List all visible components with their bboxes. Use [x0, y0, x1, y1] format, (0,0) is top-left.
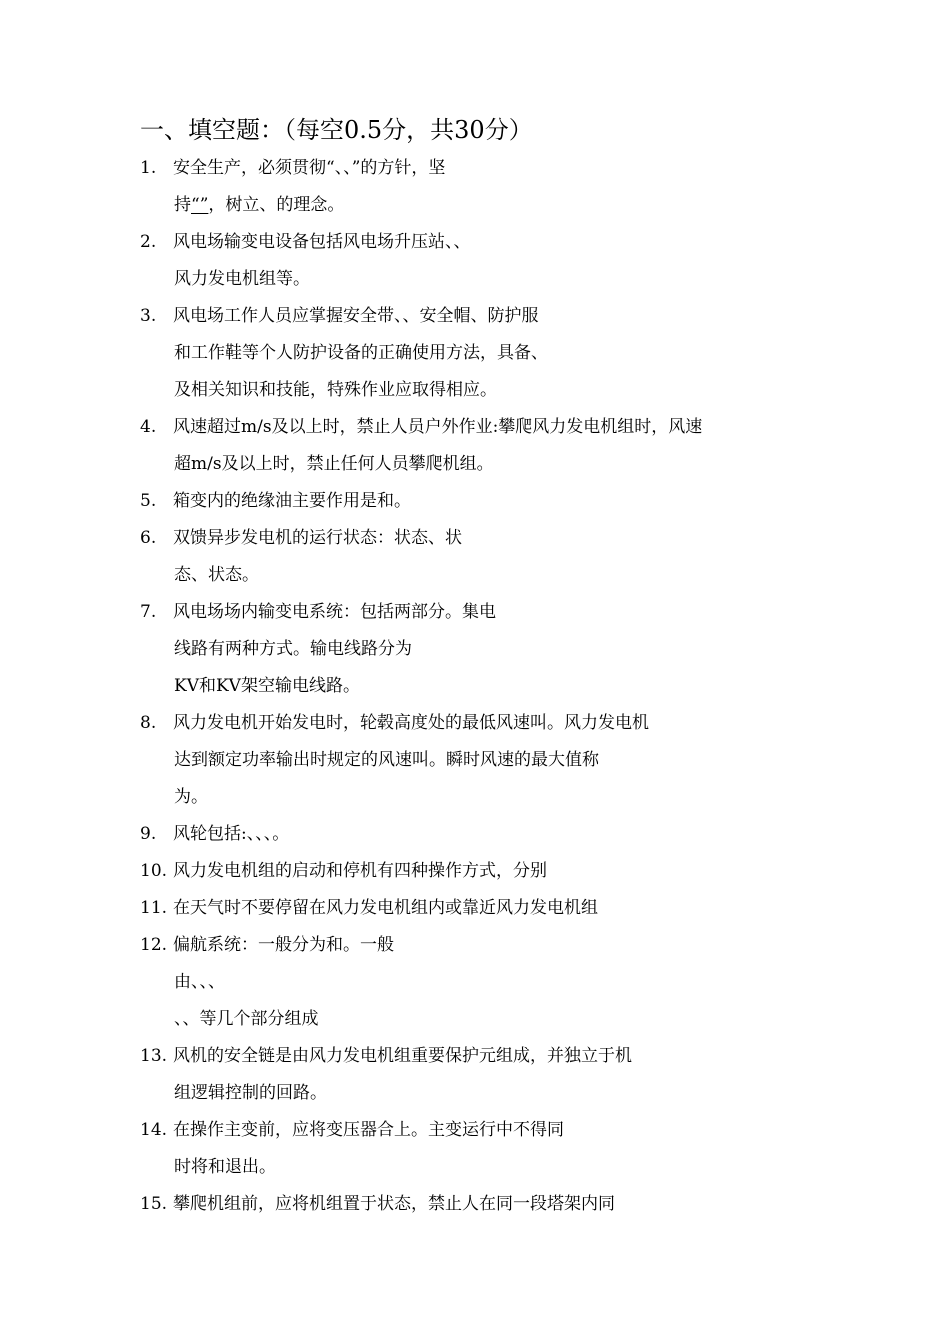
question-number: 8.: [140, 713, 157, 733]
question-first-line: [0, 300, 950, 337]
question-text: 风力发电机组等。: [174, 269, 310, 289]
question-first-line: [0, 1114, 950, 1151]
question-number: 2.: [140, 232, 157, 252]
question-first-line: [0, 1188, 950, 1225]
question-continuation-line: [0, 966, 950, 1003]
question-number: 5.: [140, 491, 157, 511]
question-item: [0, 522, 950, 596]
question-item: [0, 929, 950, 1040]
question-first-line: [0, 707, 950, 744]
question-item: [0, 226, 950, 300]
question-continuation-line: [0, 633, 950, 670]
question-first-line: [0, 411, 950, 448]
question-text: 组逻辑控制的回路。: [174, 1083, 327, 1103]
question-text: 双馈异步发电机的运行状态：状态、状: [173, 528, 462, 548]
question-item: [0, 300, 950, 411]
question-number: 13.: [140, 1046, 168, 1066]
question-first-line: [0, 855, 950, 892]
question-number: 3.: [140, 306, 157, 326]
question-first-line: [0, 596, 950, 633]
question-continuation-line: [0, 744, 950, 781]
question-text: KV和KV架空输电线路。: [174, 676, 360, 696]
question-continuation-line: [0, 189, 950, 226]
question-first-line: [0, 152, 950, 189]
question-text: 和工作鞋等个人防护设备的正确使用方法，具备、: [174, 343, 548, 363]
question-number: 12.: [140, 935, 168, 955]
question-continuation-line: [0, 781, 950, 818]
question-number: 9.: [140, 824, 157, 844]
question-text: 风电场场内输变电系统：包括两部分。集电: [173, 602, 496, 622]
question-item: [0, 1188, 950, 1225]
question-first-line: [0, 485, 950, 522]
question-text: 风电场输变电设备包括风电场升压站、、: [173, 232, 471, 252]
question-number: 14.: [140, 1120, 168, 1140]
question-text: 风机的安全链是由风力发电机组重要保护元组成，并独立于机: [173, 1046, 632, 1066]
question-number: 10.: [140, 861, 168, 881]
question-text: 偏航系统：一般分为和。一般: [173, 935, 394, 955]
question-text: 安全生产，必须贯彻“、、”的方针，坚: [173, 158, 446, 178]
question-text: 风轮包括:、、、。: [173, 824, 290, 844]
question-text: 风力发电机组的启动和停机有四种操作方式，分别: [173, 861, 547, 881]
question-continuation-line: [0, 1077, 950, 1114]
question-number: 15.: [140, 1194, 168, 1214]
question-item: [0, 818, 950, 855]
question-first-line: [0, 818, 950, 855]
question-first-line: [0, 929, 950, 966]
question-number: 4.: [140, 417, 157, 437]
question-text: 在天气时不要停留在风力发电机组内或靠近风力发电机组: [173, 898, 598, 918]
question-text: 超m/s及以上时，禁止任何人员攀爬机组。: [174, 454, 494, 474]
question-text: 及相关知识和技能，特殊作业应取得相应。: [174, 380, 497, 400]
question-number: 7.: [140, 602, 157, 622]
question-item: [0, 892, 950, 929]
question-item: [0, 855, 950, 892]
question-text: 持“”，树立、的理念。: [174, 195, 345, 215]
question-continuation-line: [0, 670, 950, 707]
question-continuation-line: [0, 1003, 950, 1040]
question-text: 风电场工作人员应掌握安全带、、安全帽、防护服: [173, 306, 539, 326]
question-number: 11.: [140, 898, 168, 918]
question-item: [0, 1040, 950, 1114]
question-continuation-line: [0, 559, 950, 596]
question-continuation-line: [0, 263, 950, 300]
question-text: 线路有两种方式。输电线路分为: [174, 639, 412, 659]
question-item: [0, 152, 950, 226]
question-item: [0, 411, 950, 485]
section-heading: 一、填空题：（每空0.5分，共30分）: [140, 116, 533, 144]
question-first-line: [0, 522, 950, 559]
question-item: [0, 485, 950, 522]
question-text: 达到额定功率输出时规定的风速叫。瞬时风速的最大值称: [174, 750, 599, 770]
question-number: 1.: [140, 158, 157, 178]
question-item: [0, 596, 950, 707]
question-text: 为。: [174, 787, 208, 807]
question-first-line: [0, 1040, 950, 1077]
question-continuation-line: [0, 337, 950, 374]
question-first-line: [0, 892, 950, 929]
question-text: 态、状态。: [174, 565, 259, 585]
question-continuation-line: [0, 374, 950, 411]
question-item: [0, 707, 950, 818]
question-list: [0, 152, 950, 1225]
question-continuation-line: [0, 1151, 950, 1188]
question-first-line: [0, 226, 950, 263]
question-number: 6.: [140, 528, 157, 548]
question-text: 在操作主变前，应将变压器合上。主变运行中不得同: [173, 1120, 564, 1140]
question-text: 风速超过m/s及以上时，禁止人员户外作业:攀爬风力发电机组时，风速: [173, 417, 703, 437]
question-text: 攀爬机组前，应将机组置于状态，禁止人在同一段塔架内同: [173, 1194, 615, 1214]
question-text: 、、等几个部分组成: [174, 1009, 319, 1029]
question-text: 箱变内的绝缘油主要作用是和。: [173, 491, 411, 511]
question-item: [0, 1114, 950, 1188]
question-text: 风力发电机开始发电时，轮毂高度处的最低风速叫。风力发电机: [173, 713, 649, 733]
question-continuation-line: [0, 448, 950, 485]
question-text: 由、、、: [174, 972, 225, 992]
question-text: 时将和退出。: [174, 1157, 276, 1177]
